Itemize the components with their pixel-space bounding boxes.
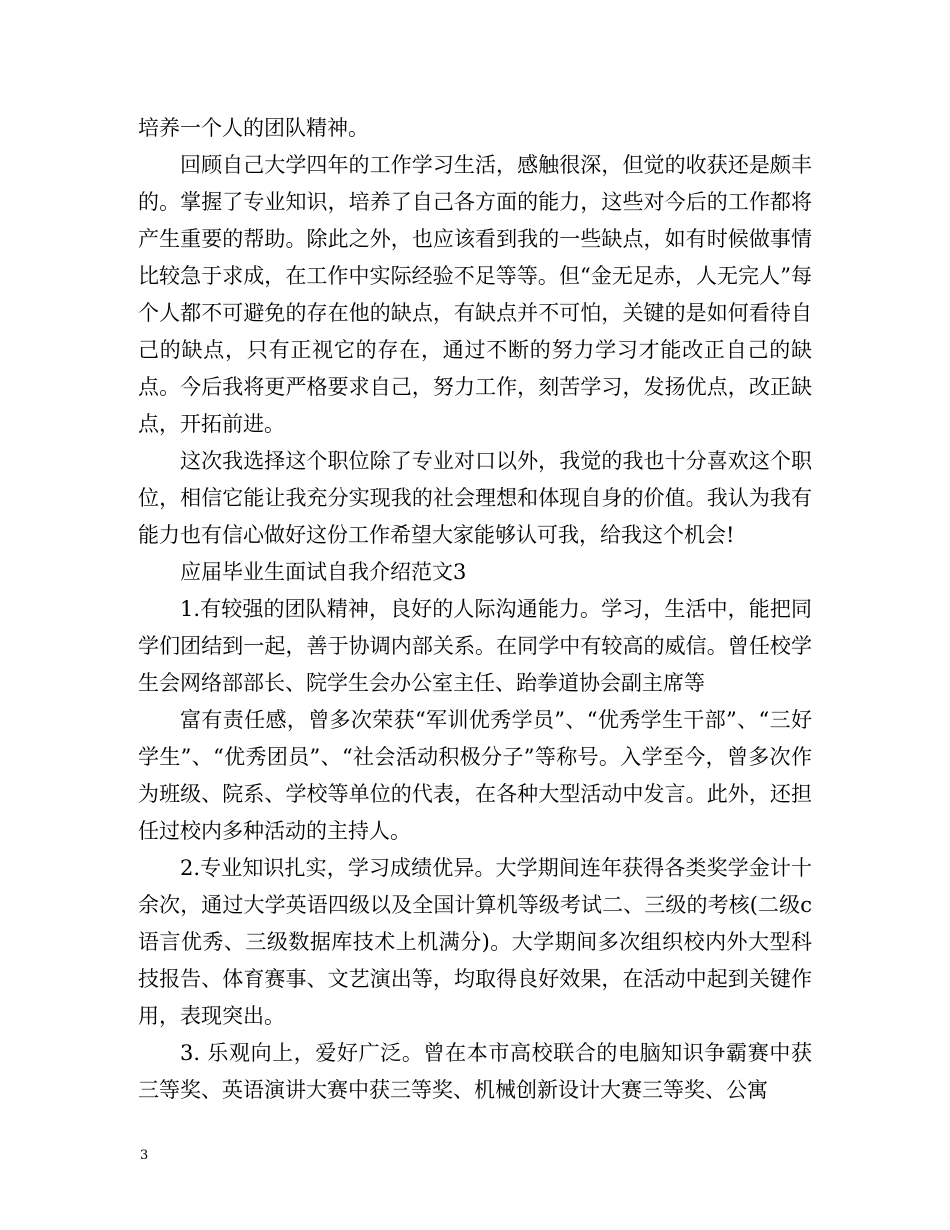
paragraph-1: 培养一个人的团队精神。 (138, 116, 369, 140)
paragraph-5: 富有责任感，曾多次荣获“军训优秀学员”、“优秀学生干部”、“三好学生”、“优秀团员”、“社会活动积极分子”等称号。入学至今，曾多次作为班级、院系、学校等单位的代表，在各种大型活动中发言。此外，还担任过校内多种活动的主持人。 (138, 708, 812, 843)
paragraph-3: 这次我选择这个职位除了专业对口以外，我觉的我也十分喜欢这个职位，相信它能让我充分实现我的社会理想和体现自身的价值。我认为我有能力也有信心做好这份工作希望大家能够认可我，给我这个机会! (138, 449, 812, 547)
section-heading: 应届毕业生面试自我介绍范文3 (180, 560, 467, 584)
paragraph-4: 1.有较强的团队精神，良好的人际沟通能力。学习，生活中，能把同学们团结到一起，善于协调内部关系。在同学中有较高的威信。曾任校学生会网络部部长、院学生会办公室主任、跆拳道协会副主席等 (138, 597, 812, 695)
document-body (138, 110, 812, 1109)
paragraph-2: 回顾自己大学四年的工作学习生活，感触很深，但觉的收获还是颇丰的。掌握了专业知识，培养了自己各方面的能力，这些对今后的工作都将产生重要的帮助。除此之外，也应该看到我的一些缺点，如有时候做事情比较急于求成，在工作中实际经验不足等等。但“金无足赤，人无完人”每个人都不可避免的存在他的缺点，有缺点并不可怕，关键的是如何看待自己的缺点，只有正视它的存在，通过不断的努力学习才能改正自己的缺点。今后我将更严格要求自己，努力工作，刻苦学习，发扬优点，改正缺点，开拓前进。 (138, 153, 812, 436)
paragraph-7: 3. 乐观向上，爱好广泛。曾在本市高校联合的电脑知识争霸赛中获三等奖、英语演讲大赛中获三等奖、机械创新设计大赛三等奖、公寓 (138, 1041, 812, 1102)
page-number: 3 (140, 1148, 149, 1163)
paragraph-6: 2.专业知识扎实，学习成绩优异。大学期间连年获得各类奖学金计十余次，通过大学英语四级以及全国计算机等级考试二、三级的考核(二级c语言优秀、三级数据库技术上机满分)。大学期间多次组织校内外大型科技报告、体育赛事、文艺演出等，均取得良好效果，在活动中起到关键作用，表现突出。 (138, 856, 812, 1028)
